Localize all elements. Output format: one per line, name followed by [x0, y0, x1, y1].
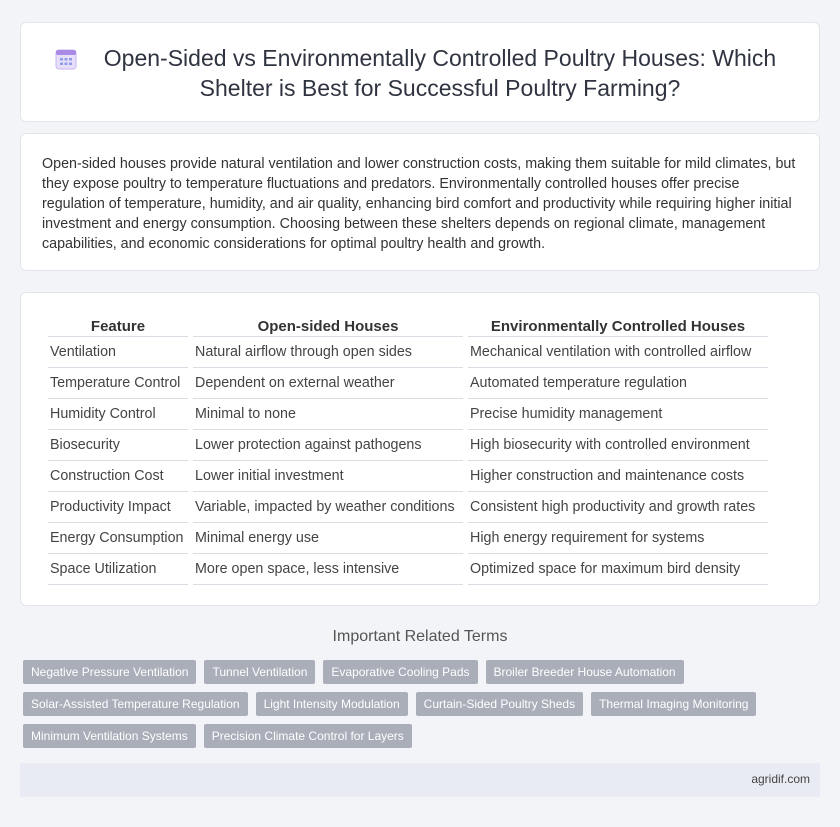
table-cell: Consistent high productivity and growth rates — [468, 492, 768, 523]
table-cell: Higher construction and maintenance costs — [468, 461, 768, 492]
page-title: Open-Sided vs Environmentally Controlled Poultry Houses: Which Shelter is Best for Successful Poultry Farming? — [103, 45, 777, 101]
intro-card — [20, 133, 820, 271]
table-cell: Lower initial investment — [193, 461, 463, 492]
table-cell: Optimized space for maximum bird density — [468, 554, 768, 585]
table-cell: High energy requirement for systems — [468, 523, 768, 554]
table-cell: Minimal to none — [193, 399, 463, 430]
table-header-row — [48, 317, 768, 337]
table-row — [48, 337, 768, 368]
comparison-card — [20, 292, 820, 606]
related-term-tag[interactable]: Light Intensity Modulation — [256, 692, 408, 716]
related-term-tag[interactable]: Broiler Breeder House Automation — [486, 660, 684, 684]
table-cell: Construction Cost — [48, 461, 188, 492]
table-cell: Biosecurity — [48, 430, 188, 461]
column-header-feature: Feature — [48, 317, 188, 337]
comparison-table — [43, 317, 773, 585]
footer-bar — [20, 763, 820, 797]
table-row — [48, 492, 768, 523]
table-cell: Energy Consumption — [48, 523, 188, 554]
table-row — [48, 430, 768, 461]
table-row — [48, 554, 768, 585]
table-cell: Precise humidity management — [468, 399, 768, 430]
related-terms-list — [23, 660, 803, 748]
table-row — [48, 461, 768, 492]
table-cell: Ventilation — [48, 337, 188, 368]
table-cell: Natural airflow through open sides — [193, 337, 463, 368]
related-term-tag[interactable]: Thermal Imaging Monitoring — [591, 692, 756, 716]
table-cell: Automated temperature regulation — [468, 368, 768, 399]
related-term-tag[interactable]: Curtain-Sided Poultry Sheds — [416, 692, 583, 716]
related-term-tag[interactable]: Minimum Ventilation Systems — [23, 724, 196, 748]
title-card — [20, 22, 820, 122]
table-cell: Minimal energy use — [193, 523, 463, 554]
table-row — [48, 368, 768, 399]
table-cell: Temperature Control — [48, 368, 188, 399]
column-header-controlled: Environmentally Controlled Houses — [468, 317, 768, 337]
table-cell: Dependent on external weather — [193, 368, 463, 399]
column-header-open-sided: Open-sided Houses — [193, 317, 463, 337]
table-row — [48, 399, 768, 430]
table-cell: Productivity Impact — [48, 492, 188, 523]
table-cell: Lower protection against pathogens — [193, 430, 463, 461]
table-cell: Humidity Control — [48, 399, 188, 430]
related-term-tag[interactable]: Evaporative Cooling Pads — [323, 660, 477, 684]
intro-paragraph: Open-sided houses provide natural ventilation and lower construction costs, making them suitable for mild climates, but they expose poultry to temperature fluctuations and predators. Environmentally controlled houses offer precise regulation of temperature, humidity, and air quality, enhancing bird comfort and productivity while requiring higher initial investment and energy consumption. Choosing between these shelters depends on regional climate, management capabilities, and economic considerations for optimal poultry health and growth. — [42, 156, 796, 252]
table-cell: More open space, less intensive — [193, 554, 463, 585]
related-term-tag[interactable]: Precision Climate Control for Layers — [204, 724, 412, 748]
table-cell: Space Utilization — [48, 554, 188, 585]
table-cell: High biosecurity with controlled environment — [468, 430, 768, 461]
footer-site-link[interactable]: agridif.com — [751, 772, 810, 786]
related-term-tag[interactable]: Tunnel Ventilation — [204, 660, 315, 684]
related-term-tag[interactable]: Negative Pressure Ventilation — [23, 660, 196, 684]
table-cell: Mechanical ventilation with controlled airflow — [468, 337, 768, 368]
related-term-tag[interactable]: Solar-Assisted Temperature Regulation — [23, 692, 248, 716]
table-row — [48, 523, 768, 554]
related-terms-heading: Important Related Terms — [332, 628, 508, 645]
table-cell: Variable, impacted by weather conditions — [193, 492, 463, 523]
